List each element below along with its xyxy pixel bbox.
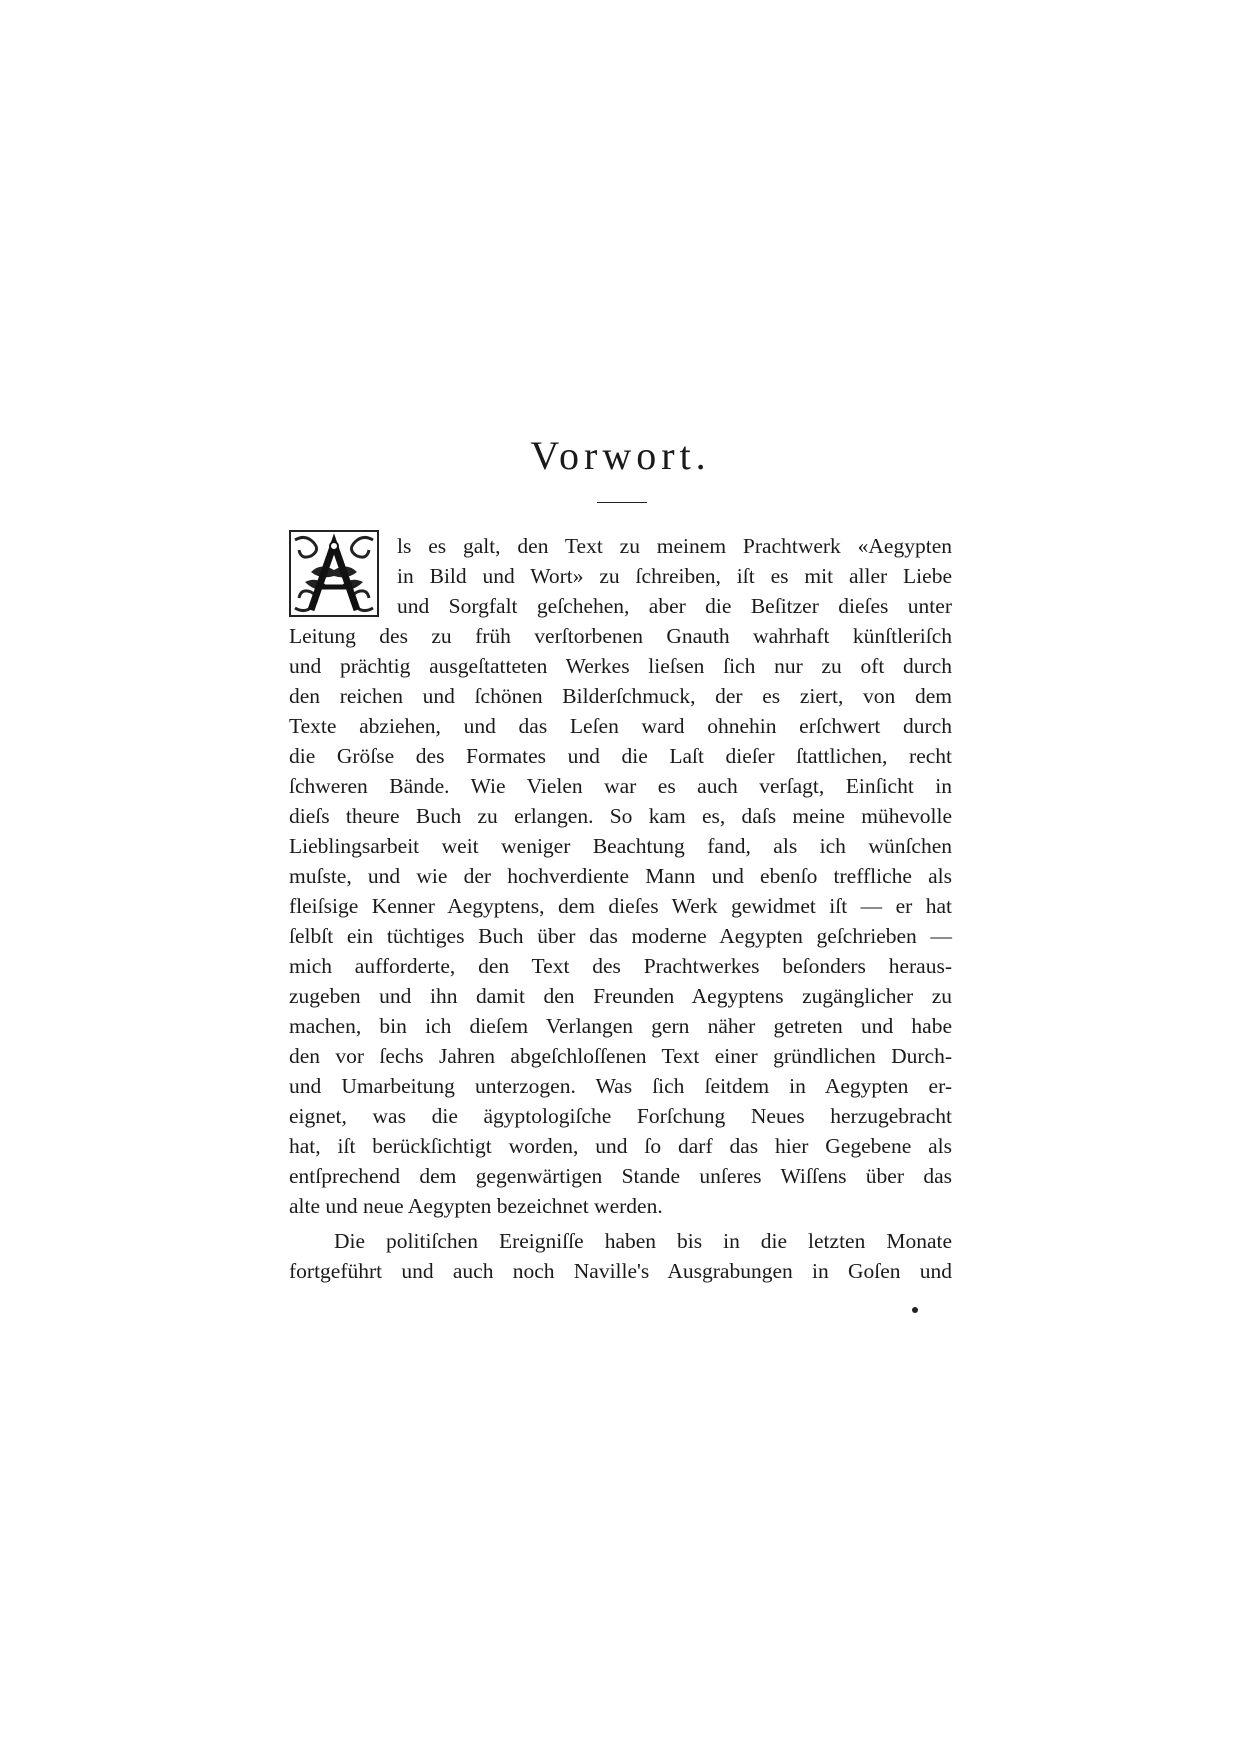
ornamental-initial-a-icon xyxy=(289,530,379,617)
text-line-9: ſchweren Bände. Wie Vielen war es auch verſagt, Einſicht in xyxy=(289,774,952,798)
text-line-14: ſelbſt ein tüchtiges Buch über das moderne Aegypten geſchrieben — xyxy=(289,924,952,948)
text-line-5: und prächtig ausgeſtatteten Werkes lieſsen ſich nur zu oft durch xyxy=(289,654,952,678)
text-line-3: und Sorgfalt geſchehen, aber die Beſitzer dieſes unter xyxy=(397,594,952,618)
text-line-20: eignet, was die ägyptologiſche Forſchung Neues herzugebracht xyxy=(289,1104,952,1128)
text-line-25: fortgeführt und auch noch Naville's Ausgrabungen in Goſen und xyxy=(289,1259,952,1283)
text-line-12: muſste, und wie der hochverdiente Mann und ebenſo treffliche als xyxy=(289,864,952,888)
text-line-7: Texte abziehen, und das Leſen ward ohnehin erſchwert durch xyxy=(289,714,952,738)
text-line-24: Die politiſchen Ereigniſſe haben bis in die letzten Monate xyxy=(334,1229,952,1253)
text-line-22: entſprechend dem gegenwärtigen Stande unſeres Wiſſens über das xyxy=(289,1164,952,1188)
page-mark-dot xyxy=(912,1307,918,1313)
title-rule xyxy=(597,502,647,503)
text-line-19: und Umarbeitung unterzogen. Was ſich ſeitdem in Aegypten er- xyxy=(289,1074,952,1098)
text-line-2: in Bild und Wort» zu ſchreiben, iſt es mit aller Liebe xyxy=(397,564,952,588)
text-line-13: fleiſsige Kenner Aegyptens, dem dieſes Werk gewidmet iſt — er hat xyxy=(289,894,952,918)
text-line-16: zugeben und ihn damit den Freunden Aegyptens zugänglicher zu xyxy=(289,984,952,1008)
page-title: Vorwort. xyxy=(530,433,711,478)
text-line-10: dieſs theure Buch zu erlangen. So kam es, daſs meine mühevolle xyxy=(289,804,952,828)
text-line-6: den reichen und ſchönen Bilderſchmuck, der es ziert, von dem xyxy=(289,684,952,708)
text-line-15: mich aufforderte, den Text des Prachtwerkes beſonders heraus- xyxy=(289,954,952,978)
text-line-17: machen, bin ich dieſem Verlangen gern näher getreten und habe xyxy=(289,1014,952,1038)
text-line-11: Lieblingsarbeit weit weniger Beachtung fand, als ich wünſchen xyxy=(289,834,952,858)
text-line-23: alte und neue Aegypten bezeichnet werden. xyxy=(289,1194,663,1218)
text-line-18: den vor ſechs Jahren abgeſchloſſenen Text einer gründlichen Durch- xyxy=(289,1044,952,1068)
text-line-4: Leitung des zu früh verſtorbenen Gnauth wahrhaft künſtleriſch xyxy=(289,624,952,648)
text-line-8: die Gröſse des Formates und die Laſt dieſer ſtattlichen, recht xyxy=(289,744,952,768)
text-line-1: ls es galt, den Text zu meinem Prachtwerk «Aegypten xyxy=(397,534,952,558)
text-line-21: hat, iſt berückſichtigt worden, und ſo darf das hier Gegebene als xyxy=(289,1134,952,1158)
